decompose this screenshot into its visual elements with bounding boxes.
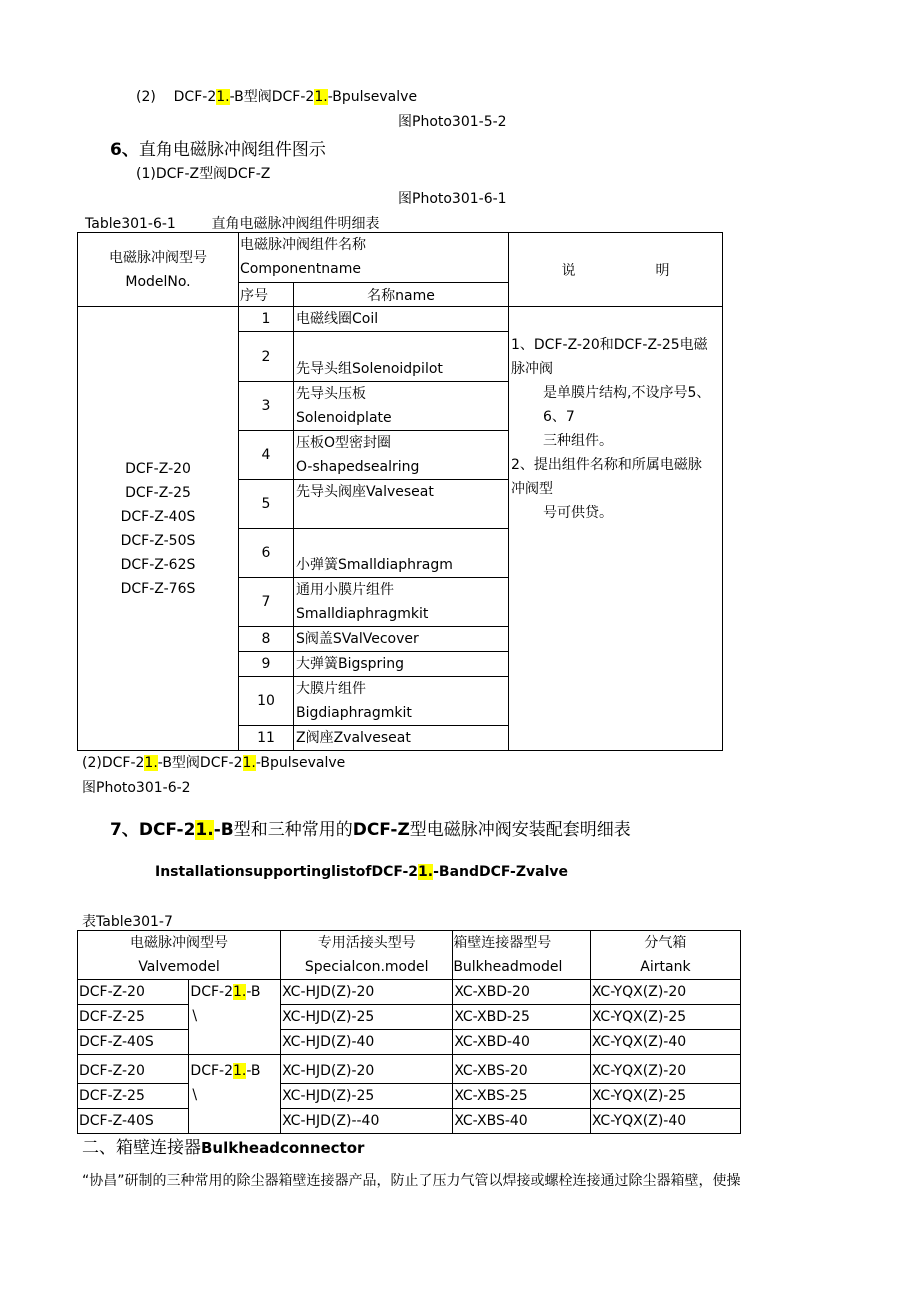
cell-valve: DCF-Z-40S (78, 1030, 189, 1055)
cell-special-con: XC-HJD(Z)-25 (281, 1084, 453, 1109)
header-airtank: 分气箱 Airtank (590, 931, 740, 980)
row-name: 小弹簧Smalldiaphragm (294, 529, 509, 578)
intro-paragraph: “协昌”研制的三种常用的除尘器箱壁连接器产品，防止了压力气管以焊接或螺栓连接通过除尘器箱壁，使操 (82, 1173, 741, 1189)
section-2-heading: 二、箱壁连接器Bulkheadconnector (82, 1138, 365, 1158)
row-no: 9 (239, 652, 294, 677)
cell-bulkhead: XC-XBD-25 (453, 1005, 591, 1030)
cell-bulkhead: XC-XBS-20 (453, 1055, 591, 1084)
row-no: 1 (239, 307, 294, 332)
header-component: 电磁脉冲阀组件名称 Componentname (239, 233, 509, 283)
cell-valve: DCF-Z-40S (78, 1109, 189, 1134)
model-list: DCF-Z-20 DCF-Z-25 DCF-Z-40S DCF-Z-50S DCF-Z-62S DCF-Z-76S (78, 307, 239, 751)
cell-special-con: XC-HJD(Z)--40 (281, 1109, 453, 1134)
row-name: 通用小膜片组件 Smalldiaphragmkit (294, 578, 509, 627)
photo-caption-6-2: 图Photo301-6-2 (82, 780, 191, 796)
header-name: 名称name (294, 283, 509, 307)
row-no: 3 (239, 382, 294, 431)
cell-airtank: XC-YQX(Z)-20 (590, 980, 740, 1005)
cell-bulkhead: XC-XBS-25 (453, 1084, 591, 1109)
cell-airtank: XC-YQX(Z)-20 (590, 1055, 740, 1084)
cell-special-con: XC-HJD(Z)-25 (281, 1005, 453, 1030)
component-table (77, 232, 723, 751)
line-pulse-valve-b: (2) DCF-21.-B型阀DCF-21.-Bpulsevalve (136, 89, 418, 105)
header-bulkhead: 箱壁连接器型号 Bulkheadmodel (453, 931, 591, 980)
row-name: 先导头阀座Valveseat (294, 480, 509, 529)
cell-valve: DCF-Z-25 (78, 1084, 189, 1109)
cell-valve-b: DCF-21.-B \ (189, 1055, 281, 1134)
note-text: 1、DCF-Z-20和DCF-Z-25电磁脉冲阀 是单膜片结构,不设序号5、6、7 三种组件。 2、提出组件名称和所属电磁脉冲阀型 号可供贷。 (511, 337, 711, 521)
line-dcf-z: (1)DCF-Z型阀DCF-Z (136, 166, 271, 182)
row-name: 电磁线圈Coil (294, 307, 509, 332)
cell-valve: DCF-Z-20 (78, 1055, 189, 1084)
section-7-heading-en: InstallationsupportinglistofDCF-21.-BandDCF-Zvalve (155, 864, 568, 880)
row-no: 4 (239, 431, 294, 480)
cell-airtank: XC-YQX(Z)-40 (590, 1109, 740, 1134)
row-no: 6 (239, 529, 294, 578)
cell-bulkhead: XC-XBD-40 (453, 1030, 591, 1055)
line-pulse-valve-b-2: (2)DCF-21.-B型阀DCF-21.-Bpulsevalve (82, 755, 346, 771)
row-no: 5 (239, 480, 294, 529)
note-cell (509, 307, 723, 751)
cell-bulkhead: XC-XBS-40 (453, 1109, 591, 1134)
table-caption-6-1: Table301-6-1 直角电磁脉冲阀组件明细表 (85, 216, 380, 232)
header-valve-model: 电磁脉冲阀型号 Valvemodel (78, 931, 281, 980)
header-special-con: 专用活接头型号 Specialcon.model (281, 931, 453, 980)
cell-valve: DCF-Z-25 (78, 1005, 189, 1030)
row-name: 先导头压板 Solenoidplate (294, 382, 509, 431)
row-name: 先导头组Solenoidpilot (294, 332, 509, 382)
cell-bulkhead: XC-XBD-20 (453, 980, 591, 1005)
cell-special-con: XC-HJD(Z)-20 (281, 980, 453, 1005)
cell-airtank: XC-YQX(Z)-25 (590, 1084, 740, 1109)
row-no: 7 (239, 578, 294, 627)
cell-special-con: XC-HJD(Z)-40 (281, 1030, 453, 1055)
header-no: 序号 (239, 283, 294, 307)
row-name: 压板O型密封圈 O-shapedsealring (294, 431, 509, 480)
installation-table (77, 930, 741, 1134)
row-no: 10 (239, 677, 294, 726)
header-model: 电磁脉冲阀型号 ModelNo. (78, 233, 239, 307)
row-name: 大膜片组件 Bigdiaphragmkit (294, 677, 509, 726)
row-no: 8 (239, 627, 294, 652)
cell-valve: DCF-Z-20 (78, 980, 189, 1005)
header-note: 说 明 (509, 233, 723, 307)
row-name: 大弹簧Bigspring (294, 652, 509, 677)
cell-valve-b: DCF-21.-B \ (189, 980, 281, 1055)
photo-caption-6-1: 图Photo301-6-1 (398, 191, 507, 207)
section-7-heading: 7、DCF-21.-B型和三种常用的DCF-Z型电磁脉冲阀安装配套明细表 (110, 820, 631, 840)
cell-airtank: XC-YQX(Z)-25 (590, 1005, 740, 1030)
row-no: 11 (239, 726, 294, 751)
table-caption-7: 表Table301-7 (82, 914, 173, 930)
cell-airtank: XC-YQX(Z)-40 (590, 1030, 740, 1055)
row-no: 2 (239, 332, 294, 382)
cell-special-con: XC-HJD(Z)-20 (281, 1055, 453, 1084)
row-name: Z阀座Zvalveseat (294, 726, 509, 751)
photo-caption-5-2: 图Photo301-5-2 (398, 114, 507, 130)
row-name: S阀盖SValVecover (294, 627, 509, 652)
section-6-heading: 6、直角电磁脉冲阀组件图示 (110, 140, 326, 160)
